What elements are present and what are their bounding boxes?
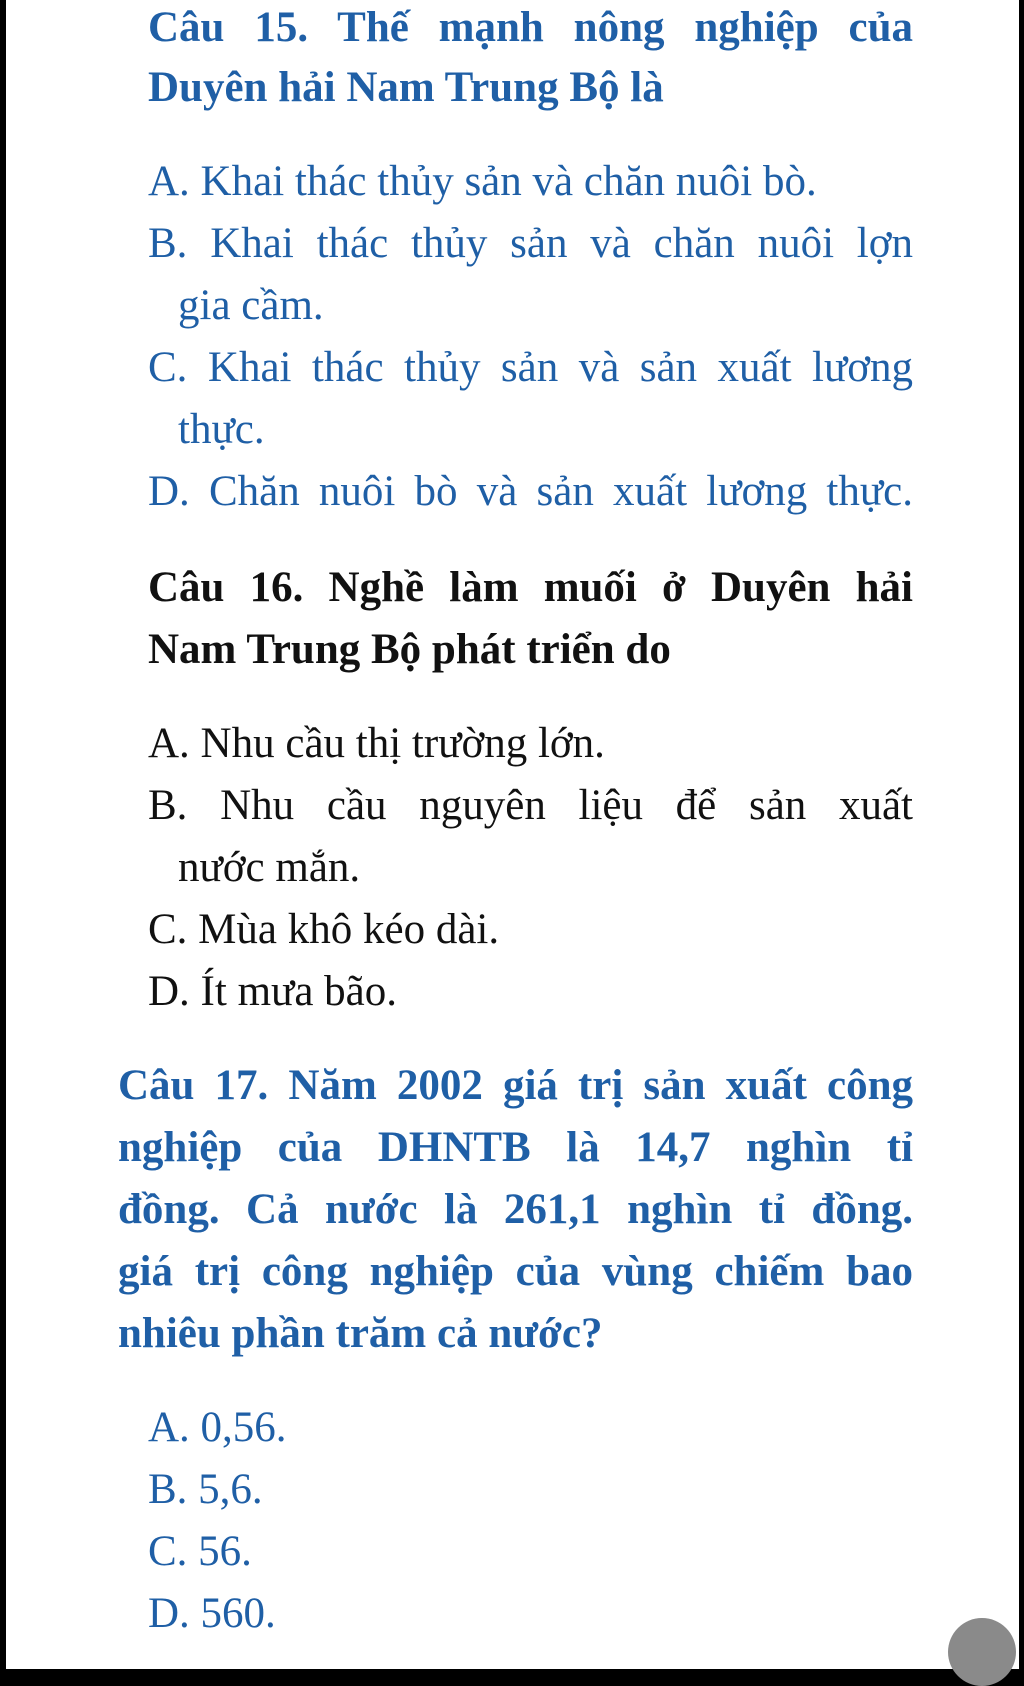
question-15-option-c-continuation: thực. bbox=[178, 406, 265, 453]
question-16-option-a: A. Nhu cầu thị trường lớn. bbox=[148, 720, 605, 767]
question-16-option-b: B. Nhu cầu nguyên liệu để sản xuất bbox=[148, 782, 913, 829]
question-15-option-a: A. Khai thác thủy sản và chăn nuôi bò. bbox=[148, 158, 817, 205]
question-17-prompt-line-3: đồng. Cả nước là 261,1 nghìn tỉ đồng. bbox=[118, 1186, 913, 1233]
question-15-option-b: B. Khai thác thủy sản và chăn nuôi lợn bbox=[148, 220, 913, 267]
question-15-option-b-continuation: gia cầm. bbox=[178, 282, 324, 329]
question-15-prompt-line-1: Câu 15. Thế mạnh nông nghiệp của bbox=[148, 4, 913, 51]
question-15-option-d: D. Chăn nuôi bò và sản xuất lương thực. bbox=[148, 468, 913, 515]
question-17-option-b: B. 5,6. bbox=[148, 1466, 263, 1513]
question-17-option-c: C. 56. bbox=[148, 1528, 252, 1575]
question-17-prompt-line-2: nghiệp của DHNTB là 14,7 nghìn tỉ bbox=[118, 1124, 913, 1171]
question-16-prompt-line-1: Câu 16. Nghề làm muối ở Duyên hải bbox=[148, 564, 913, 611]
left-border bbox=[0, 0, 6, 1669]
scroll-handle[interactable] bbox=[948, 1618, 1016, 1686]
question-15-option-c: C. Khai thác thủy sản và sản xuất lương bbox=[148, 344, 913, 391]
question-16-prompt-line-2: Nam Trung Bộ phát triển do bbox=[148, 626, 671, 673]
question-17-option-a: A. 0,56. bbox=[148, 1404, 287, 1451]
question-16-option-b-continuation: nước mắn. bbox=[178, 844, 361, 891]
question-15-prompt-line-2: Duyên hải Nam Trung Bộ là bbox=[148, 64, 664, 111]
question-16-option-c: C. Mùa khô kéo dài. bbox=[148, 906, 500, 953]
question-17-prompt-line-1: Câu 17. Năm 2002 giá trị sản xuất công bbox=[118, 1062, 913, 1109]
question-17-option-d: D. 560. bbox=[148, 1590, 276, 1637]
question-17-prompt-line-4: giá trị công nghiệp của vùng chiếm bao bbox=[118, 1248, 913, 1295]
question-16-option-d: D. Ít mưa bão. bbox=[148, 968, 397, 1015]
question-17-prompt-line-5: nhiêu phần trăm cả nước? bbox=[118, 1310, 603, 1357]
right-border bbox=[1019, 0, 1024, 1669]
